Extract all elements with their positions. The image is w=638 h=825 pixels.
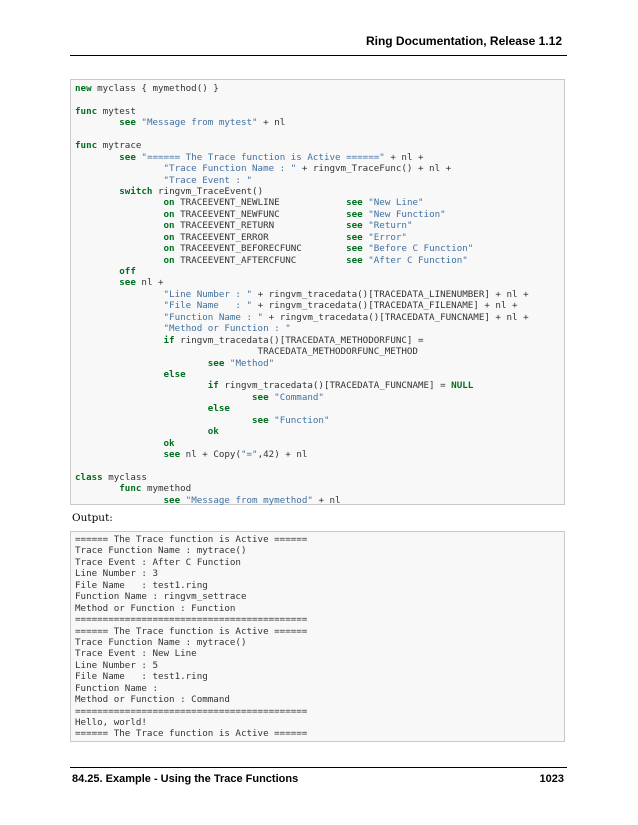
- code-text: [75, 266, 119, 277]
- code-line: [75, 335, 564, 346]
- code-line: [75, 323, 564, 334]
- output-line: ==========================================: [75, 614, 308, 626]
- code-text: + nl: [312, 494, 341, 506]
- code-keyword: if: [163, 334, 175, 346]
- code-text: [75, 243, 164, 254]
- output-line: File Name : test1.ring: [75, 671, 208, 683]
- code-keyword: see: [163, 494, 181, 506]
- code-string: "Method or Function : ": [163, 323, 291, 335]
- code-string: "Function Name : ": [163, 311, 264, 323]
- code-string: "After C Function": [368, 254, 468, 266]
- code-line: [75, 197, 564, 208]
- output-line: Trace Function Name : mytrace(): [75, 636, 247, 648]
- code-text: [75, 415, 252, 426]
- code-string: "New Function": [368, 208, 446, 220]
- code-keyword: see: [346, 254, 363, 266]
- code-string: "New Line": [368, 197, 424, 209]
- output-line: Method or Function : Command: [75, 694, 230, 706]
- code-line: [75, 232, 564, 243]
- code-keyword: off: [119, 266, 136, 277]
- code-keyword: see: [252, 391, 269, 403]
- code-line: [75, 358, 564, 369]
- code-keyword: else: [163, 368, 186, 380]
- code-text: [75, 392, 252, 403]
- code-string: "Line Number : ": [163, 288, 253, 300]
- output-line: ====== The Trace function is Active ======: [75, 625, 308, 637]
- code-line: [75, 163, 564, 174]
- code-text: [75, 358, 208, 369]
- code-keyword: class: [75, 471, 103, 483]
- code-text: TRACEEVENT_RETURN: [174, 220, 347, 232]
- code-text: myclass { mymethod() }: [91, 83, 219, 94]
- code-text: [75, 335, 164, 346]
- code-text: + ringvm_tracedata()[TRACEDATA_LINENUMBER] + nl +: [252, 288, 529, 300]
- code-line: [75, 117, 564, 128]
- code-line: [75, 460, 564, 471]
- code-text: [75, 232, 164, 243]
- code-line: [75, 346, 564, 357]
- code-block-output: [70, 531, 565, 742]
- code-keyword: func: [75, 140, 98, 152]
- code-line: [75, 438, 564, 449]
- code-text: [75, 152, 119, 163]
- code-text: [75, 323, 164, 334]
- code-text: [75, 403, 208, 414]
- code-line: [75, 369, 564, 380]
- code-line: [75, 277, 564, 288]
- code-keyword: on: [163, 197, 175, 209]
- code-keyword: see: [346, 208, 363, 220]
- code-keyword: func: [75, 105, 98, 117]
- code-keyword: see: [119, 117, 136, 129]
- code-keyword: on: [163, 220, 175, 232]
- code-text: + nl: [257, 117, 286, 129]
- code-text: ,42) + nl: [257, 449, 308, 460]
- code-text: [75, 186, 119, 197]
- output-line: ====== The Trace function is Active ======: [75, 534, 308, 545]
- code-keyword: on: [163, 231, 175, 243]
- code-line: [75, 106, 564, 117]
- code-text: [75, 163, 164, 174]
- code-line: [75, 94, 564, 105]
- code-line: [75, 380, 564, 391]
- code-keyword: func: [119, 483, 142, 495]
- code-text: ringvm_TraceEvent(): [152, 185, 264, 197]
- footer-divider: [70, 767, 567, 768]
- code-text: + nl +: [384, 151, 424, 163]
- code-text: [75, 175, 164, 186]
- code-line: [75, 495, 564, 506]
- code-text: ringvm_tracedata()[TRACEDATA_METHODORFUNC] =: [174, 334, 424, 346]
- code-line: [75, 426, 564, 437]
- code-text: ringvm_tracedata()[TRACEDATA_FUNCNAME] =: [218, 380, 452, 392]
- code-keyword: see: [346, 243, 363, 255]
- code-text: [75, 197, 164, 208]
- code-string: "Method": [229, 357, 275, 369]
- output-line: Line Number : 5: [75, 659, 158, 671]
- code-text: TRACEEVENT_NEWFUNC: [174, 208, 347, 220]
- code-string: "Error": [368, 231, 407, 243]
- code-keyword: see: [346, 197, 363, 209]
- code-keyword: switch: [119, 185, 153, 197]
- code-text: [75, 483, 119, 494]
- header-divider: [70, 55, 567, 56]
- code-keyword: see: [346, 231, 363, 243]
- code-line: [75, 392, 564, 403]
- code-text: [75, 369, 164, 380]
- code-text: mytest: [97, 105, 136, 117]
- code-string: "Message from mymethod": [185, 494, 313, 506]
- code-line: [75, 449, 564, 460]
- code-line: [75, 186, 564, 197]
- code-line: [75, 129, 564, 140]
- code-text: [75, 289, 164, 300]
- code-string: "=": [240, 449, 258, 460]
- code-line: [75, 220, 564, 231]
- code-string: "====== The Trace function is Active ======": [141, 151, 385, 163]
- code-line: [75, 289, 564, 300]
- code-keyword: on: [163, 208, 175, 220]
- output-line: Trace Function Name : mytrace(): [75, 545, 247, 557]
- footer-section-title: 84.25. Example - Using the Trace Functions: [72, 773, 299, 785]
- code-keyword: on: [163, 254, 175, 266]
- code-text: TRACEEVENT_NEWLINE: [174, 197, 347, 209]
- code-text: TRACEEVENT_ERROR: [174, 231, 347, 243]
- output-line: Method or Function : Function: [75, 602, 236, 614]
- code-text: myclass: [102, 471, 147, 483]
- output-label: Output:: [72, 512, 113, 524]
- code-keyword: see: [252, 414, 269, 426]
- code-keyword: on: [163, 243, 175, 255]
- code-keyword: new: [75, 83, 92, 94]
- output-line: Function Name :: [75, 682, 158, 694]
- code-text: [75, 300, 164, 311]
- code-text: nl +: [135, 277, 164, 289]
- code-text: mytrace: [97, 140, 142, 152]
- code-line: [75, 140, 564, 151]
- code-keyword: see: [119, 277, 136, 289]
- code-text: + ringvm_TraceFunc() + nl +: [296, 163, 452, 175]
- code-string: "Trace Function Name : ": [163, 163, 297, 175]
- code-line: [75, 312, 564, 323]
- code-text: [75, 117, 119, 128]
- output-line: ==========================================: [75, 705, 308, 717]
- code-text: TRACEEVENT_BEFORECFUNC: [174, 243, 347, 255]
- code-keyword: see: [346, 220, 363, 232]
- code-line: [75, 175, 564, 186]
- code-line: [75, 300, 564, 311]
- code-text: [75, 312, 164, 323]
- code-block-source: [70, 79, 565, 505]
- code-line: [75, 266, 564, 277]
- output-line: Function Name : ringvm_settrace: [75, 591, 247, 603]
- code-text: + ringvm_tracedata()[TRACEDATA_FUNCNAME] + nl +: [263, 311, 529, 323]
- code-line: [75, 243, 564, 254]
- output-line: File Name : test1.ring: [75, 579, 208, 591]
- output-line: Line Number : 3: [75, 568, 158, 580]
- code-line: [75, 152, 564, 163]
- code-line: [75, 403, 564, 414]
- output-line: Trace Event : After C Function: [75, 556, 241, 568]
- code-text: [75, 277, 119, 288]
- code-text: nl + Copy(: [180, 449, 241, 460]
- code-text: [75, 426, 208, 437]
- code-line: [75, 472, 564, 483]
- code-text: TRACEEVENT_AFTERCFUNC: [174, 254, 347, 266]
- footer-page-number: 1023: [539, 773, 564, 785]
- code-keyword: ok: [207, 426, 219, 438]
- code-keyword: else: [207, 403, 230, 415]
- code-line: [75, 483, 564, 494]
- code-string: "Command": [274, 391, 324, 403]
- code-text: [75, 449, 164, 460]
- code-text: [75, 220, 164, 231]
- code-string: "Function": [274, 414, 330, 426]
- page-header-title: Ring Documentation, Release 1.12: [365, 34, 562, 48]
- code-text: [75, 438, 164, 449]
- code-line: [75, 209, 564, 220]
- code-keyword: NULL: [451, 380, 474, 392]
- code-text: [75, 209, 164, 220]
- code-string: "Before C Function": [368, 243, 474, 255]
- code-keyword: see: [163, 449, 181, 460]
- code-line: [75, 255, 564, 266]
- code-keyword: see: [119, 151, 136, 163]
- code-keyword: ok: [163, 437, 175, 449]
- code-text: [75, 380, 208, 391]
- output-line: ====== The Trace function is Active ======: [75, 728, 308, 740]
- code-string: "Return": [368, 220, 413, 232]
- code-text: + ringvm_tracedata()[TRACEDATA_FILENAME] + nl +: [252, 300, 518, 312]
- output-line: Trace Event : New Line: [75, 648, 197, 660]
- code-text: [75, 495, 164, 506]
- code-string: "Message from mytest": [141, 117, 258, 129]
- code-line: [75, 415, 564, 426]
- code-string: "File Name : ": [163, 300, 253, 312]
- code-text: TRACEDATA_METHODORFUNC_METHOD: [75, 346, 418, 358]
- code-text: [75, 255, 164, 266]
- code-line: [75, 83, 564, 94]
- code-text: mymethod: [141, 483, 192, 495]
- output-line: Hello, world!: [75, 717, 147, 728]
- code-keyword: if: [207, 380, 219, 392]
- code-string: "Trace Event : ": [163, 174, 253, 186]
- code-keyword: see: [207, 357, 225, 369]
